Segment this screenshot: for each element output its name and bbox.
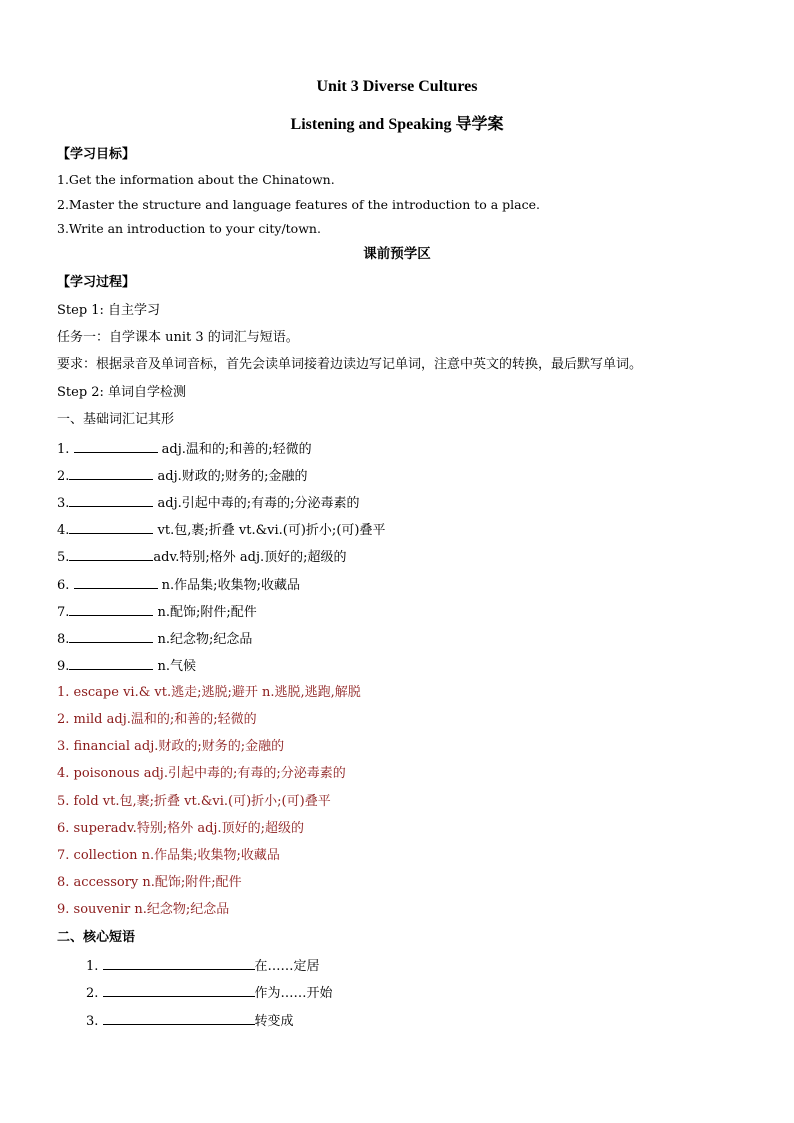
vocab-answer: 3. financial adj.财政的;财务的;金融的 [57, 739, 285, 754]
vocab-answer: 4. poisonous adj.引起中毒的;有毒的;分泌毒素的 [57, 766, 346, 781]
vocab-answer: 2. mild adj.温和的;和善的;轻微的 [57, 712, 257, 727]
item-meaning: vt.包,裹;折叠 vt.&vi.(可)折小;(可)叠平 [153, 523, 386, 538]
item-meaning: 在……定居 [254, 959, 320, 974]
item-meaning: adj.温和的;和善的;轻微的 [157, 442, 312, 457]
answer-blank[interactable] [69, 521, 153, 534]
answer-blank[interactable] [69, 494, 153, 507]
item-number: 7. [57, 605, 70, 620]
phrases-heading: 二、核心短语 [57, 930, 136, 945]
vocab-answer: 1. escape vi.& vt.逃走;逃脱;避开 n.逃脱,逃跑,解脱 [57, 685, 361, 700]
vocab-heading: 一、基础词汇记其形 [57, 412, 175, 427]
vocab-blank-item [57, 657, 196, 675]
item-meaning: adj.财政的;财务的;金融的 [153, 469, 308, 484]
item-meaning: adv.特别;格外 adj.顶好的;超级的 [153, 550, 347, 565]
answer-blank[interactable] [103, 1012, 255, 1025]
vocab-blank-item [57, 467, 308, 485]
item-meaning: n.作品集;收集物;收藏品 [157, 578, 300, 593]
vocab-blank-item [57, 548, 347, 566]
item-number: 9. [57, 659, 70, 674]
vocab-answer: 5. fold vt.包,裹;折叠 vt.&vi.(可)折小;(可)叠平 [57, 794, 331, 809]
item-meaning: 转变成 [254, 1014, 294, 1029]
phrase-blank-item [86, 984, 333, 1002]
item-number: 3. [86, 1014, 103, 1029]
item-number: 1. [86, 959, 103, 974]
requirement-text: 要求：根据录音及单词音标，首先会读单词接着边读边写记单词，注意中英文的转换，最后默写单词。 [57, 357, 643, 372]
item-number: 3. [57, 496, 70, 511]
answer-blank[interactable] [69, 630, 153, 643]
item-meaning: n.纪念物;纪念品 [153, 632, 253, 647]
vocab-blank-item [57, 494, 360, 512]
vocab-answer: 6. superadv.特别;格外 adj.顶好的;超级的 [57, 821, 304, 836]
item-meaning: n.配饰;附件;配件 [153, 605, 257, 620]
vocab-blank-item [57, 630, 252, 648]
item-number: 2. [57, 469, 70, 484]
section-heading: 课前预学区 [363, 246, 431, 262]
item-meaning: adj.引起中毒的;有毒的;分泌毒素的 [153, 496, 360, 511]
objectives-heading: 【学习目标】 [57, 147, 136, 162]
answer-blank[interactable] [69, 548, 153, 561]
answer-blank[interactable] [69, 467, 153, 480]
vocab-answer: 7. collection n.作品集;收集物;收藏品 [57, 848, 280, 863]
item-number: 2. [86, 986, 103, 1001]
objective-item: 3.Write an introduction to your city/town. [57, 221, 321, 236]
vocab-blank-item [57, 576, 300, 594]
item-number: 8. [57, 632, 70, 647]
answer-blank[interactable] [74, 576, 158, 589]
item-number: 4. [57, 523, 70, 538]
answer-blank[interactable] [69, 603, 153, 616]
objective-item: 1.Get the information about the Chinatown. [57, 172, 335, 187]
item-meaning: 作为……开始 [254, 986, 333, 1001]
vocab-blank-item [57, 603, 257, 621]
phrase-blank-item [86, 957, 320, 975]
item-number: 6. [57, 578, 74, 593]
vocab-blank-item [57, 521, 385, 539]
item-meaning: n.气候 [153, 659, 197, 674]
item-number: 1. [57, 442, 74, 457]
answer-blank[interactable] [103, 957, 255, 970]
answer-blank[interactable] [74, 440, 158, 453]
item-number: 5. [57, 550, 70, 565]
step-2: Step 2: 单词自学检测 [57, 385, 187, 400]
objective-item: 2.Master the structure and language features of the introduction to a place. [57, 197, 540, 212]
phrase-blank-item [86, 1012, 294, 1030]
unit-title: Unit 3 Diverse Cultures [316, 78, 478, 95]
vocab-answer: 9. souvenir n.纪念物;纪念品 [57, 902, 230, 917]
step-1: Step 1: 自主学习 [57, 303, 161, 318]
answer-blank[interactable] [103, 984, 255, 997]
answer-blank[interactable] [69, 657, 153, 670]
process-heading: 【学习过程】 [57, 275, 136, 290]
vocab-blank-item [57, 440, 312, 458]
lesson-subtitle: Listening and Speaking 导学案 [290, 116, 504, 133]
vocab-answer: 8. accessory n.配饰;附件;配件 [57, 875, 242, 890]
task-1: 任务一：自学课本 unit 3 的词汇与短语。 [57, 330, 299, 345]
